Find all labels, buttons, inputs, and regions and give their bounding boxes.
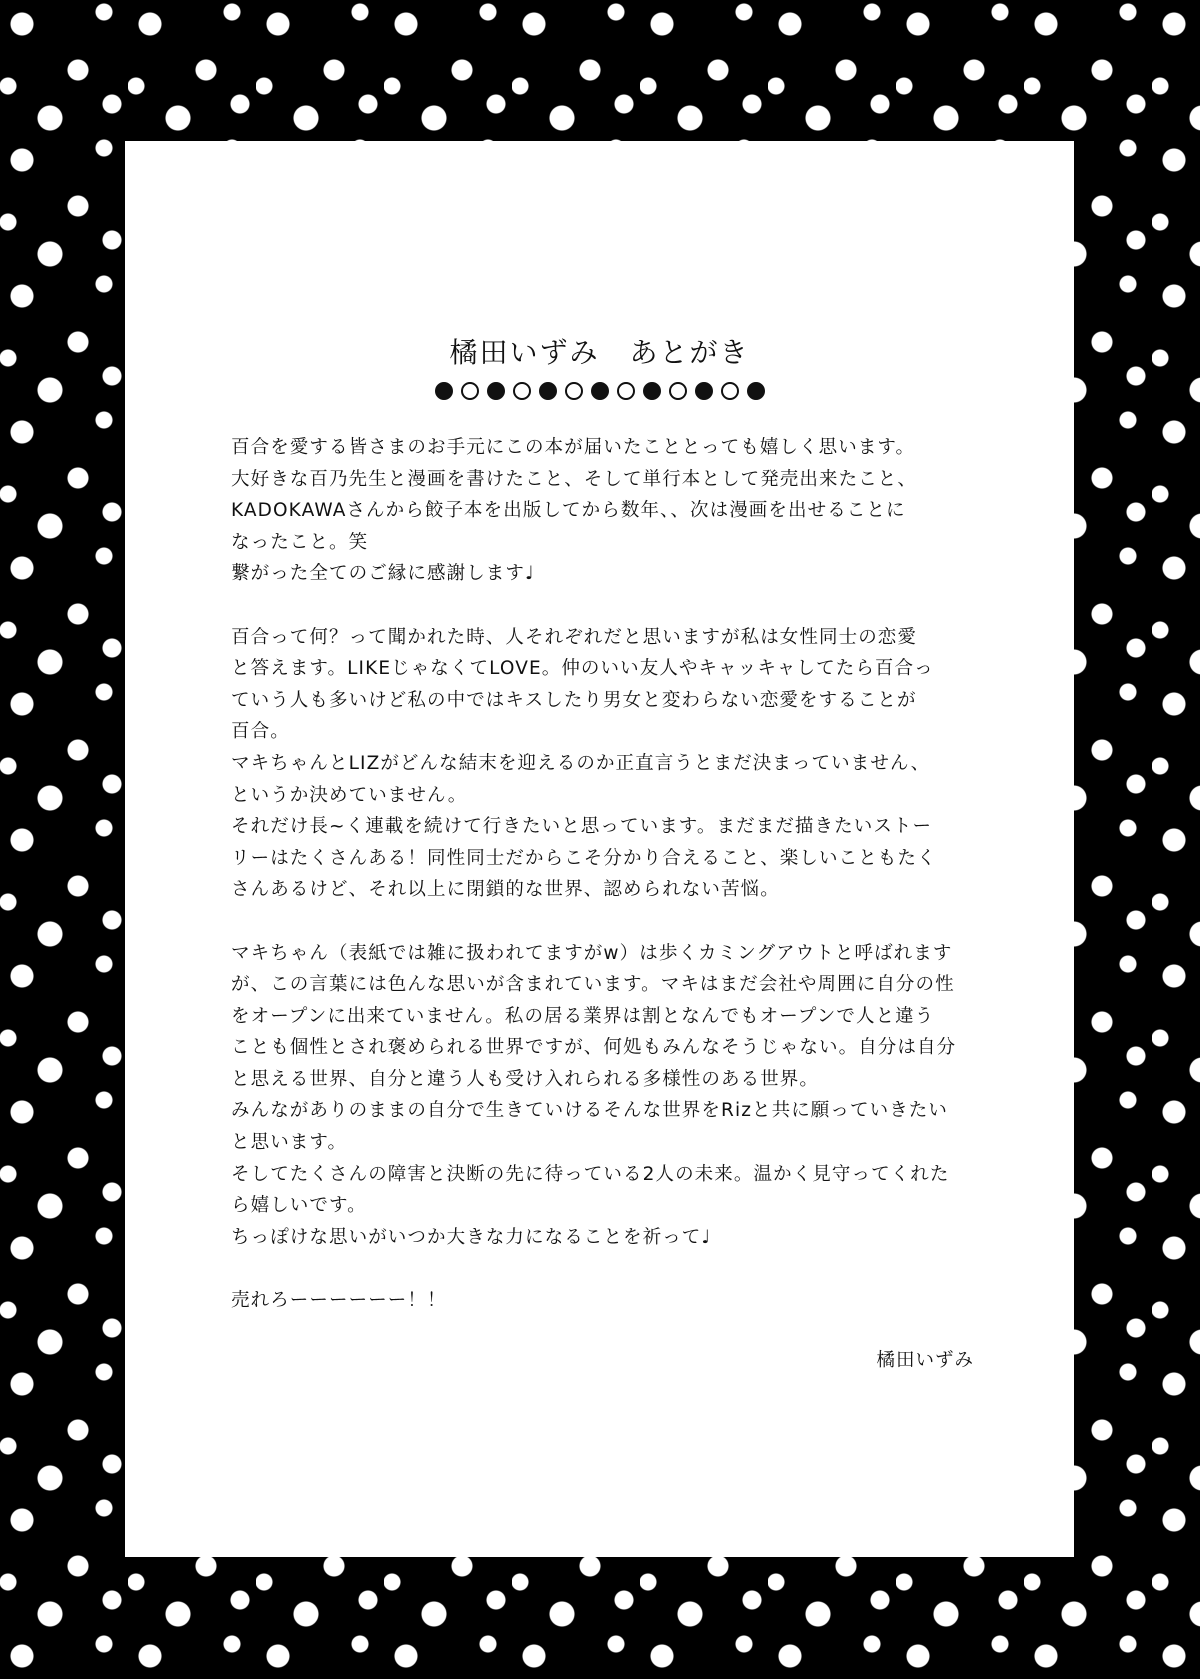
text-line: 百合。 (231, 721, 290, 743)
text-line: ていう人も多いけど私の中ではキスしたり男女と変わらない恋愛をすることが (231, 689, 917, 711)
filled-dot-icon (643, 382, 661, 400)
text-line: リーはたくさんある！同性同士だからこそ分かり合えること、楽しいこともたく (231, 847, 937, 869)
letter-body (231, 432, 991, 1317)
text-line: さんあるけど、それ以上に閉鎖的な世界、認められない苦悩。 (231, 879, 780, 901)
filled-dot-icon (747, 382, 765, 400)
open-dot-icon (617, 382, 635, 400)
letter-page (125, 141, 1074, 1557)
filled-dot-icon (435, 382, 453, 400)
filled-dot-icon (539, 382, 557, 400)
filled-dot-icon (695, 382, 713, 400)
text-line: それだけ長~く連載を続けて行きたいと思っています。まだまだ描きたいストー (231, 816, 933, 838)
text-line: なったこと。笑 (231, 531, 369, 553)
paragraph (231, 1285, 991, 1317)
text-line: マキちゃんとLIZがどんな結末を迎えるのか正直言うとまだ決まっていません、 (231, 752, 931, 774)
text-line: みんながありのままの自分で生きていけるそんな世界をRizと共に願っていきたい (231, 1100, 949, 1122)
paragraph (231, 622, 991, 906)
text-line: と思える世界、自分と違う人も受け入れられる多様性のある世界。 (231, 1068, 820, 1090)
filled-dot-icon (487, 382, 505, 400)
text-line: ら嬉しいです。 (231, 1195, 367, 1217)
open-dot-icon (721, 382, 739, 400)
text-line: ちっぽけな思いがいつか大きな力になることを祈って♩ (231, 1226, 712, 1248)
open-dot-icon (565, 382, 583, 400)
filled-dot-icon (591, 382, 609, 400)
author-signature: 橘田いずみ (876, 1350, 974, 1371)
open-dot-icon (461, 382, 479, 400)
text-line: をオープンに出来ていません。私の居る業界は割となんでもオープンで人と違う (231, 1005, 935, 1027)
text-line: 百合を愛する皆さまのお手元にこの本が届いたこととっても嬉しく思います。 (231, 437, 916, 458)
text-line: 繋がった全てのご縁に感謝します♩ (231, 563, 535, 585)
text-line: KADOKAWAさんから餃子本を出版してから数年、、次は漫画を出せることに (231, 500, 906, 522)
paragraph (231, 432, 991, 590)
page-title: 橘田いずみ あとがき (449, 336, 750, 369)
text-line: 大好きな百乃先生と漫画を書けたこと、そして単行本として発売出来たこと、 (231, 468, 918, 490)
text-line: マキちゃん（表紙では雑に扱われてますがw）は歩くカミングアウトと呼ばれます (231, 942, 953, 964)
paragraph (231, 938, 991, 1254)
open-dot-icon (669, 382, 687, 400)
text-line: ことも個性とされ褒められる世界ですが、何処もみんなそうじゃない。自分は自分 (231, 1037, 957, 1059)
text-line: 売れろーーーーーー！！ (231, 1290, 447, 1312)
text-line: 百合って何？って聞かれた時、人それぞれだと思いますが私は女性同士の恋愛 (231, 626, 918, 648)
open-dot-icon (513, 382, 531, 400)
dot-divider (125, 382, 1074, 400)
text-line: そしてたくさんの障害と決断の先に待っている2人の未来。温かく見守ってくれた (231, 1163, 950, 1185)
text-line: が、この言葉には色んな思いが含まれています。マキはまだ会社や周囲に自分の性 (231, 974, 955, 996)
text-line: と思います。 (231, 1132, 348, 1154)
text-line: と答えます。LIKEじゃなくてLOVE。仲のいい友人やキャッキャしてたら百合っ (231, 658, 934, 680)
text-line: というか決めていません。 (231, 784, 468, 806)
